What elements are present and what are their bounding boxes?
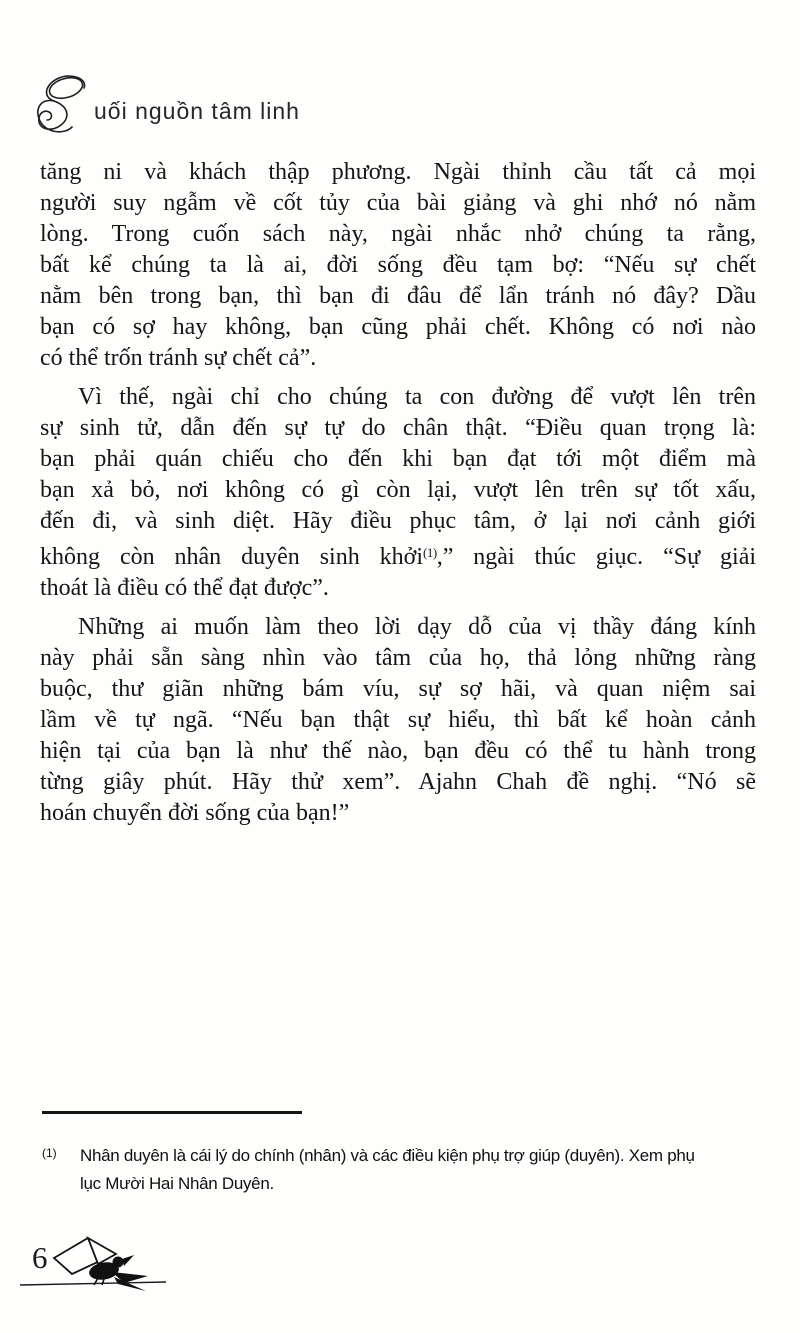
text-line: bạn phải quán chiếu cho đến khi bạn đạt tới một điểm mà <box>40 446 756 472</box>
text-line: lầm về tự ngã. “Nếu bạn thật sự hiểu, thì bất kể hoàn cảnh <box>40 707 756 733</box>
text-line: người suy ngẫm về cốt tủy của bài giảng và ghi nhớ nó nằm <box>40 190 756 216</box>
text-line: Những ai muốn làm theo lời dạy dỗ của vị thầy đáng kính <box>78 614 756 640</box>
text-line: hoán chuyển đời sống của bạn!” <box>40 800 350 826</box>
footnote <box>40 1142 768 1198</box>
ornate-initial-s-icon <box>30 74 96 138</box>
text-line: tăng ni và khách thập phương. Ngài thỉnh cầu tất cả mọi <box>40 159 756 185</box>
text-line: này phải sẵn sàng nhìn vào tâm của họ, thả lỏng những ràng <box>40 645 756 671</box>
text-line: từng giây phút. Hãy thử xem”. Ajahn Chah đề nghị. “Nó sẽ <box>40 769 756 795</box>
paragraph <box>40 157 756 374</box>
text-line: bạn xả bỏ, nơi không có gì còn lại, vượt lên trên sự tốt xấu, <box>40 477 756 503</box>
footnote-line: lục Mười Hai Nhân Duyên. <box>80 1174 274 1193</box>
text-line: buộc, thư giãn những bám víu, sự sợ hãi, và quan niệm sai <box>40 676 756 702</box>
footnote-divider <box>42 1111 302 1114</box>
text-line: sự sinh tử, dẫn đến sự tự do chân thật. “Điều quan trọng là: <box>40 415 756 441</box>
text-line: nằm bên trong bạn, thì bạn đi đâu để lẩn tránh nó đây? Dầu <box>40 283 756 309</box>
running-head-title: uối nguồn tâm linh <box>94 98 300 124</box>
footnote-marker: (1) <box>42 1146 57 1160</box>
text-line: không còn nhân duyên sinh khởi$^{(1)}$,” ngài thúc giục. “Sự giải <box>40 544 757 570</box>
footnote-line: Nhân duyên là cái lý do chính (nhân) và các điều kiện phụ trợ giúp (duyên). Xem phụ <box>80 1146 695 1165</box>
text-line: lòng. Trong cuốn sách này, ngài nhắc nhở chúng ta rằng, <box>40 221 756 247</box>
paragraph <box>40 612 756 829</box>
page-footer <box>16 1234 196 1298</box>
body-text <box>40 157 756 829</box>
footnote-text <box>80 1142 768 1198</box>
text-line: bất kể chúng ta là ai, đời sống đều tạm bợ: “Nếu sự chết <box>40 252 756 278</box>
text-line: bạn có sợ hay không, bạn cũng phải chết. Không có nơi nào <box>40 314 756 340</box>
text-line: hiện tại của bạn là như thế nào, bạn đều có thể tu hành trong <box>40 738 756 764</box>
text-line: có thể trốn tránh sự chết cả”. <box>40 345 317 371</box>
text-line: thoát là điều có thể đạt được”. <box>40 575 329 601</box>
page-number: 6 <box>32 1240 48 1275</box>
paragraph <box>40 382 756 604</box>
text-line: Vì thế, ngài chỉ cho chúng ta con đường để vượt lên trên <box>78 384 756 410</box>
text-line: đến đi, và sinh diệt. Hãy điều phục tâm, ở lại nơi cảnh giới <box>40 508 756 534</box>
